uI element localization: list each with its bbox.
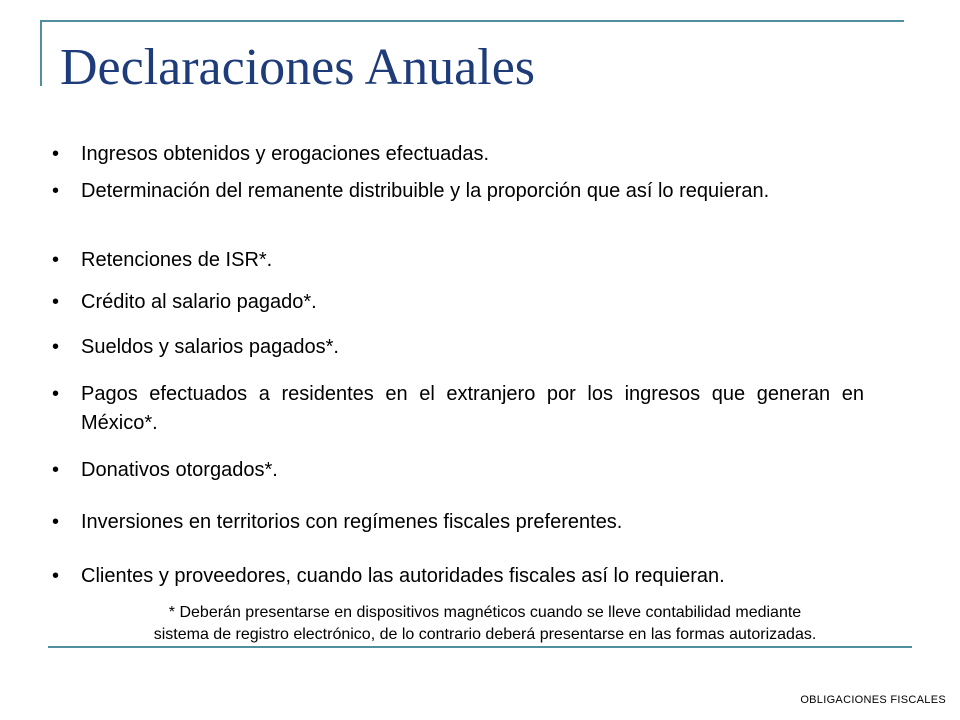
bullet-item	[52, 456, 864, 485]
top-frame-line	[40, 20, 904, 22]
slide-title: Declaraciones Anuales	[60, 39, 536, 96]
bullet-dot: •	[52, 291, 60, 313]
bullet-dot: •	[52, 511, 60, 533]
footnote-line: sistema de registro electrónico, de lo contrario deberá presentarse en las formas autorizadas.	[153, 626, 817, 643]
bullet-item	[52, 177, 864, 206]
footnote	[60, 602, 910, 646]
bullet-item	[52, 380, 864, 438]
bullet-dot: •	[52, 143, 60, 165]
bullet-text: Donativos otorgados*.	[81, 459, 278, 481]
bullet-item	[52, 246, 864, 275]
bullet-text: Pagos efectuados a residentes en el extranjero por los ingresos que generan en México*.	[81, 383, 864, 434]
left-frame-line	[40, 20, 42, 86]
bullet-item	[52, 288, 864, 317]
bullet-item	[52, 333, 864, 362]
bullet-text: Inversiones en territorios con regímenes fiscales preferentes.	[81, 511, 623, 533]
bullet-dot: •	[52, 565, 60, 587]
bullet-text: Ingresos obtenidos y erogaciones efectuadas.	[81, 143, 490, 165]
bullet-item	[52, 508, 864, 537]
footer-label: OBLIGACIONES FISCALES	[800, 694, 946, 706]
bullet-text: Sueldos y salarios pagados*.	[81, 336, 339, 358]
bullet-dot: •	[52, 180, 60, 202]
bullet-dot: •	[52, 459, 60, 481]
footnote-line: * Deberán presentarse en dispositivos magnéticos cuando se lleve contabilidad mediante	[168, 604, 802, 621]
bullet-text: Clientes y proveedores, cuando las autoridades fiscales así lo requieran.	[81, 565, 725, 587]
bullet-text: Determinación del remanente distribuible y la proporción que así lo requieran.	[81, 180, 770, 202]
bullet-item	[52, 562, 864, 591]
bullet-dot: •	[52, 383, 60, 405]
bullet-dot: •	[52, 249, 60, 271]
bullet-item	[52, 140, 864, 169]
bullet-dot: •	[52, 336, 60, 358]
bullet-text: Retenciones de ISR*.	[81, 249, 273, 271]
bullet-text: Crédito al salario pagado*.	[81, 291, 317, 313]
bottom-frame-line	[48, 646, 912, 648]
